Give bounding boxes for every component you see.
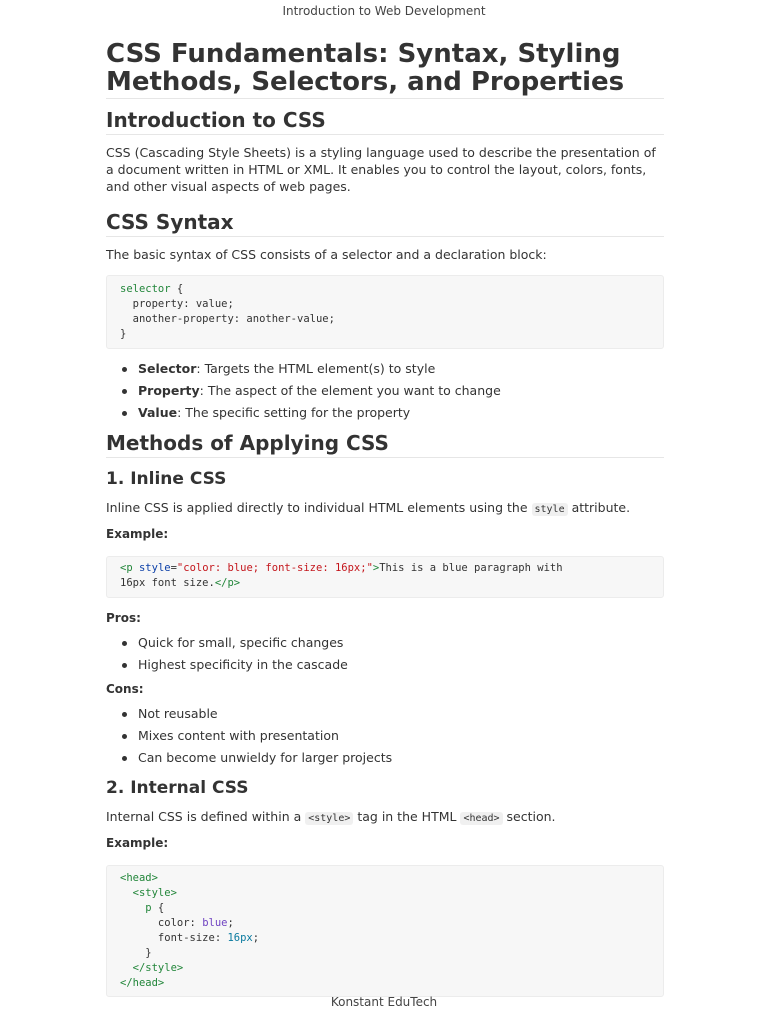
code-brace-close: } [120, 328, 127, 340]
list-item: Mixes content with presentation [106, 725, 664, 747]
code-line-another-property: another-property: another-value; [120, 313, 335, 325]
inline-example-label: Example: [106, 527, 169, 541]
intro-heading: Introduction to CSS [106, 108, 664, 135]
code-brace-open: { [170, 283, 184, 295]
syntax-heading: CSS Syntax [106, 210, 664, 237]
internal-example-label: Example: [106, 836, 169, 850]
inline-css-paragraph: Inline CSS is applied directly to individual HTML elements using the style attribute. [106, 500, 631, 515]
list-item: Selector: Targets the HTML element(s) to style [106, 358, 664, 380]
internal-code-block: <head> <style> p { color: blue; font-size: 16px; } </style> </head> [106, 865, 664, 997]
list-item: Highest specificity in the cascade [106, 654, 664, 676]
page-title: CSS Fundamentals: Syntax, Styling Methods, Selectors, and Properties [106, 40, 664, 99]
list-item: Property: The aspect of the element you want to change [106, 380, 664, 402]
methods-heading: Methods of Applying CSS [106, 431, 664, 458]
cons-label: Cons: [106, 682, 144, 696]
inline-code-style: style [532, 503, 568, 516]
list-item: Value: The specific setting for the property [106, 402, 664, 424]
internal-css-heading: 2. Internal CSS [106, 778, 249, 798]
running-header: Introduction to Web Development [282, 4, 486, 18]
code-selector: selector [120, 283, 171, 295]
pros-label: Pros: [106, 611, 141, 625]
document-body [106, 40, 664, 997]
syntax-list [106, 358, 664, 424]
intro-paragraph: CSS (Cascading Style Sheets) is a styling language used to describe the presentation of a document written in HTML or XML. It enables you to control the layout, colors, fonts, and other visual aspects of web pages. [106, 145, 656, 194]
list-item: Quick for small, specific changes [106, 632, 664, 654]
pros-list [106, 632, 664, 676]
inline-code-block: <p style="color: blue; font-size: 16px;">This is a blue paragraph with 16px font size.</p> [106, 556, 664, 598]
inline-css-heading: 1. Inline CSS [106, 469, 227, 489]
code-line-property: property: value; [120, 298, 234, 310]
inline-code-head-tag: <head> [460, 812, 502, 825]
running-footer: Konstant EduTech [330, 995, 438, 1009]
syntax-paragraph: The basic syntax of CSS consists of a selector and a declaration block: [106, 247, 547, 262]
syntax-code-block [106, 275, 664, 349]
inline-code-style-tag: <style> [305, 812, 353, 825]
internal-css-paragraph: Internal CSS is defined within a <style> tag in the HTML <head> section. [106, 809, 556, 824]
list-item: Not reusable [106, 703, 664, 725]
cons-list [106, 703, 664, 769]
list-item: Can become unwieldy for larger projects [106, 747, 664, 769]
